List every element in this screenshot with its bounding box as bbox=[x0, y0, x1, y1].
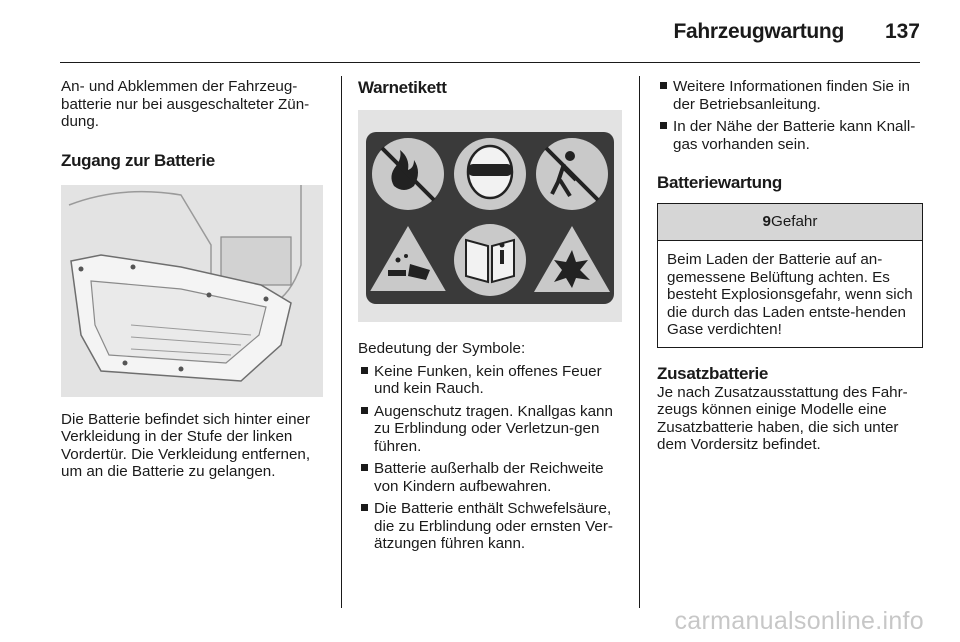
heading-batteriewartung: Batteriewartung bbox=[657, 173, 782, 192]
symbols-intro: Bedeutung der Symbole: bbox=[358, 340, 526, 357]
page-number: 137 bbox=[884, 20, 920, 43]
no-fire-icon bbox=[372, 138, 444, 210]
list-item: Keine Funken, kein offenes Feuer und kein Rauch. bbox=[358, 363, 622, 398]
danger-warning-box bbox=[657, 203, 923, 348]
door-step-drawing bbox=[61, 185, 323, 397]
heading-warnetikett: Warnetikett bbox=[358, 78, 447, 97]
symbol-list-continued bbox=[657, 78, 923, 153]
heading-zusatzbatterie: Zusatzbatterie bbox=[657, 363, 769, 383]
page-header bbox=[60, 0, 920, 63]
danger-warning-header bbox=[658, 204, 922, 241]
heading-zugang: Zugang zur Batterie bbox=[61, 150, 215, 170]
column-2 bbox=[358, 78, 622, 553]
battery-access-illustration bbox=[61, 185, 323, 397]
column-3 bbox=[657, 78, 923, 454]
eye-protection-icon bbox=[454, 138, 526, 210]
column-1 bbox=[61, 78, 325, 481]
column-divider-1 bbox=[341, 76, 342, 608]
keep-away-from-children-icon bbox=[536, 138, 608, 210]
warning-triangle-icon: 9 bbox=[762, 213, 771, 230]
list-item: Die Batterie enthält Schwefelsäure, die zu Erblindung oder ernsten Ver-ätzungen führen kann. bbox=[358, 500, 622, 553]
list-item: Weitere Informationen finden Sie in der Betriebsanleitung. bbox=[657, 78, 923, 113]
symbol-list bbox=[358, 363, 622, 553]
battery-location-caption: Die Batterie befindet sich hinter einer Verkleidung in der Stufe der linken Vordertür. Die Verkleidung entfernen, um an die Batterie zu gelangen. bbox=[61, 410, 311, 480]
intro-paragraph: An- und Abklemmen der Fahrzeug-batterie nur bei ausgeschalteter Zün-dung. bbox=[61, 78, 310, 130]
watermark: carmanualsonline.info bbox=[674, 607, 924, 635]
warning-label-figure bbox=[358, 110, 622, 322]
auxiliary-battery-paragraph: Je nach Zusatzausstattung des Fahr-zeugs können einige Modelle eine Zusatzbatterie haben, die sich unter dem Vordersitz befindet. bbox=[657, 383, 908, 453]
danger-warning-text: Beim Laden der Batterie auf an-gemessene Belüftung achten. Es besteht Explosionsgefahr, wenn sich die durch das Laden entste-henden Gase verdichten! bbox=[667, 251, 913, 338]
list-item: In der Nähe der Batterie kann Knall-gas vorhanden sein. bbox=[657, 118, 923, 153]
chapter-title: Fahrzeugwartung bbox=[673, 20, 844, 43]
list-item: Batterie außerhalb der Reichweite von Kindern aufbewahren. bbox=[358, 460, 622, 495]
manual-icon bbox=[454, 224, 526, 296]
danger-warning-title: Gefahr bbox=[771, 213, 818, 230]
column-divider-2 bbox=[639, 76, 640, 608]
list-item: Augenschutz tragen. Knallgas kann zu Erblindung oder Verletzun-gen führen. bbox=[358, 403, 622, 456]
warning-label-plate bbox=[358, 110, 622, 322]
